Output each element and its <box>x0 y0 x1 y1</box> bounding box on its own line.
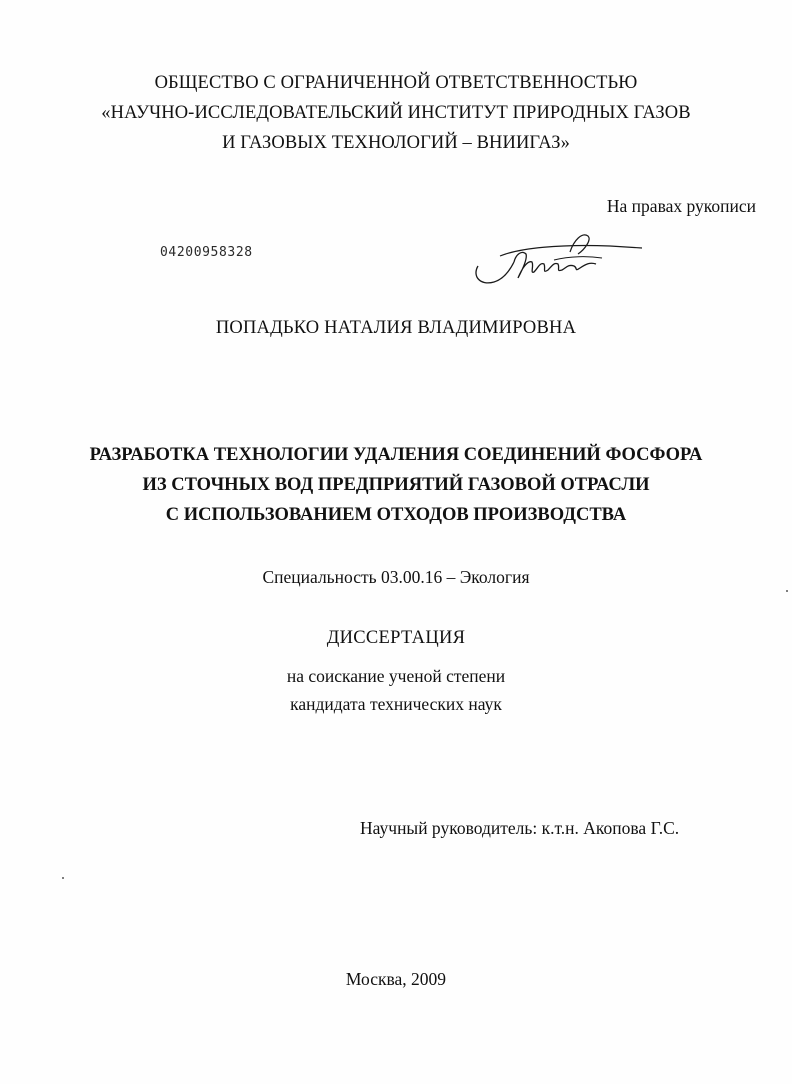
scan-speck <box>786 590 788 592</box>
title-line-2: ИЗ СТОЧНЫХ ВОД ПРЕДПРИЯТИЙ ГАЗОВОЙ ОТРАСЛИ <box>142 475 650 495</box>
document-type: ДИССЕРТАЦИЯ <box>326 628 466 648</box>
specialty: Специальность 03.00.16 – Экология <box>262 567 530 587</box>
organization-line-1: ОБЩЕСТВО С ОГРАНИЧЕННОЙ ОТВЕТСТВЕННОСТЬЮ <box>154 73 638 93</box>
place-and-year: Москва, 2009 <box>345 969 447 989</box>
organization-line-2: «НАУЧНО-ИССЛЕДОВАТЕЛЬСКИЙ ИНСТИТУТ ПРИРОДНЫХ ГАЗОВ <box>101 103 691 123</box>
degree-statement <box>0 662 792 718</box>
title-line-1: РАЗРАБОТКА ТЕХНОЛОГИИ УДАЛЕНИЯ СОЕДИНЕНИЙ ФОСФОРА <box>89 445 703 465</box>
dissertation-title <box>0 440 792 530</box>
author-signature <box>470 226 650 292</box>
degree-line-2: кандидата технических наук <box>290 694 502 714</box>
title-line-3: С ИСПОЛЬЗОВАНИЕМ ОТХОДОВ ПРОИЗВОДСТВА <box>165 505 627 525</box>
author-name: ПОПАДЬКО НАТАЛИЯ ВЛАДИМИРОВНА <box>215 318 577 338</box>
scan-speck <box>62 877 64 879</box>
organization-line-3: И ГАЗОВЫХ ТЕХНОЛОГИЙ – ВНИИГАЗ» <box>222 133 570 153</box>
degree-line-1: на соискание ученой степени <box>286 666 506 686</box>
manuscript-rights-note: На правах рукописи <box>606 196 756 216</box>
organization-header <box>0 68 792 158</box>
scientific-supervisor: Научный руководитель: к.т.н. Акопова Г.С. <box>360 818 680 838</box>
library-stamp-number: 04200958328 <box>160 245 253 260</box>
